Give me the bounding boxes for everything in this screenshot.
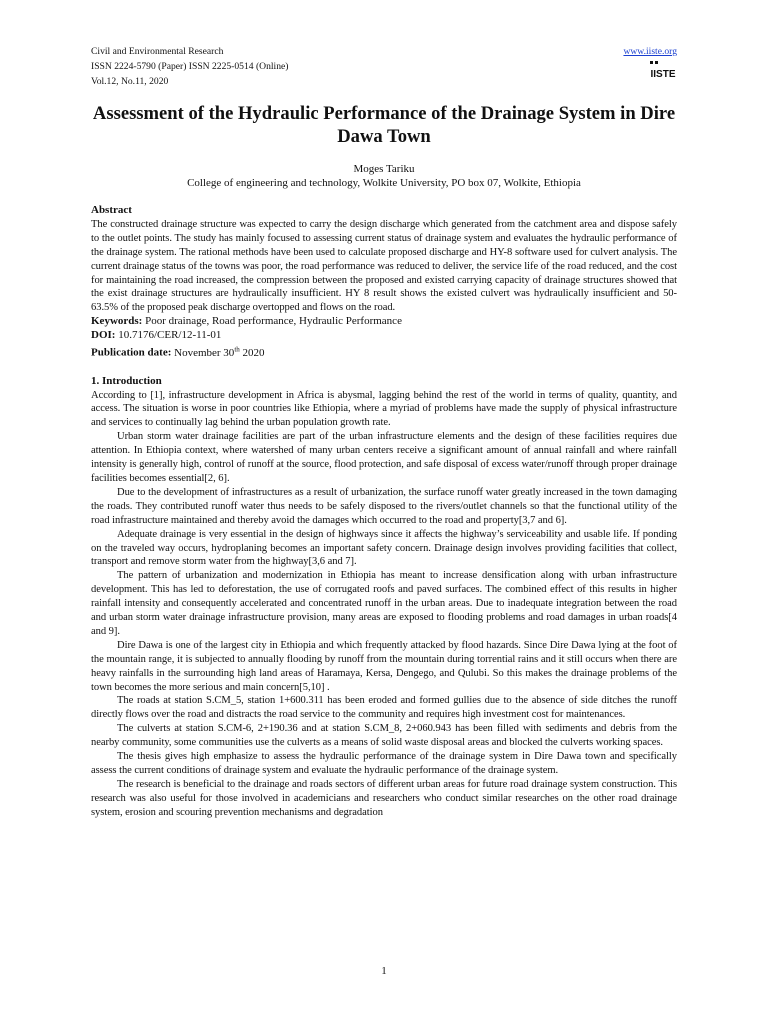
journal-links bbox=[623, 44, 677, 85]
publication-date-label: Publication date: bbox=[91, 346, 172, 359]
author-affiliation: College of engineering and technology, Wolkite University, PO box 07, Wolkite, Ethiopia bbox=[187, 177, 581, 189]
paper-title: Assessment of the Hydraulic Performance of the Drainage System in Dire Dawa Town bbox=[92, 103, 676, 147]
intro-paragraph: According to [1], infrastructure development in Africa is abysmal, lagging behind the rest of the world in terms of quality, quantity, and access. The situation is worse in poor countries like Ethiopia, where a myriad of problems have made the supply of physical infrastructure and services to continually lag behind the urban population growth rate. bbox=[91, 389, 677, 429]
journal-header bbox=[91, 44, 677, 92]
keywords-value: Poor drainage, Road performance, Hydraulic Performance bbox=[145, 315, 402, 328]
page-number: 1 bbox=[381, 965, 387, 977]
iiste-logo bbox=[649, 60, 677, 80]
intro-paragraph: The culverts at station S.CM-6, 2+190.36 and at station S.CM_8, 2+060.943 has been filled with sediments and debris from the nearby community, some communities use the culverts as a means of solid waste disposal areas and blocked the culverts working spaces. bbox=[91, 723, 677, 749]
publication-date-value: November 30th 2020 bbox=[174, 345, 265, 359]
journal-name: Civil and Environmental Research bbox=[91, 46, 224, 57]
doi-value: 10.7176/CER/12-11-01 bbox=[118, 329, 222, 342]
keywords-line bbox=[91, 315, 677, 329]
publication-date-line bbox=[91, 343, 677, 361]
keywords-label: Keywords: bbox=[91, 315, 143, 328]
intro-paragraph: Adequate drainage is very essential in the design of highways since it affects the highway’s serviceability and usable life. If ponding on the traveled way occurs, hydroplaning becomes an important safety concern. Drainage design involves providing facilities that collect, transport and remove storm water from the highway[3,6 and 7]. bbox=[91, 528, 677, 568]
abstract-heading: Abstract bbox=[91, 204, 132, 216]
introduction-heading: 1. Introduction bbox=[91, 374, 162, 387]
intro-paragraph: Dire Dawa is one of the largest city in Ethiopia and which frequently attacked by flood hazards. Since Dire Dawa lying at the foot of the mountain range, it is subjected to annually flooding by runoff from the mountain during torrential rains and it still occurs when there are heavy rainfalls in the surrounding high land areas of Haramaya, Kersa, Dengego, and Qulubi. So this makes the drainage problems of the town becomes the more serious and main concern[5,10] . bbox=[91, 639, 677, 693]
journal-issn: ISSN 2224-5790 (Paper) ISSN 2225-0514 (Online) bbox=[91, 61, 289, 72]
paper-page bbox=[91, 44, 677, 820]
abstract-text: The constructed drainage structure was expected to carry the design discharge which generated from the catchment area and dispose safely to the outlet points. The study has mainly focused to assessing current status of drainage system and evaluates the hydraulic performance of the drainage system. The rational methods have been used to calculate proposed discharge and HY-8 software used for culvert analysis. The current drainage status of the towns was poor, the road performance was reduced to deliver, the service life of the road reduced, and the cost for maintaining the road increased, the compression between the proposed and existed carrying capacity of drainage structures showed that the exist drainage structures are hydraulically insufficient. HY 8 result shows the existed culvert was hydraulically insufficient and 50-63.5% of the proposed peak discharge overtopped and flows on the road. bbox=[91, 218, 677, 314]
author-name: Moges Tariku bbox=[353, 163, 415, 175]
journal-volume: Vol.12, No.11, 2020 bbox=[91, 76, 169, 87]
intro-paragraph: The pattern of urbanization and modernization in Ethiopia has meant to increase densification along with urban infrastructure development. This has led to deforestation, the use of corrugated roofs and paved surfaces. The combined effect of this results in higher rainfall intensity and consequently accelerated and concentrated runoff in the urban areas. Due to inadequate integration between the road and urban storm water drainage infrastructure provision, many areas are exposed to flooding problems and road damages in urban roads[4 and 9]. bbox=[91, 570, 677, 637]
journal-info bbox=[91, 44, 677, 89]
website-link[interactable]: www.iiste.org bbox=[623, 46, 677, 57]
intro-paragraph: Urban storm water drainage facilities are part of the urban infrastructure elements and the design of these facilities requires due attention. In Ethiopia context, where watershed of many urban centers receive a significant amount of annual rainfall and where rainfall intensity is generally high, control of runoff at the source, flood protection, and safe disposal of excess water/runoff through proper drainage facilities becomes essential[2, 6]. bbox=[91, 431, 677, 484]
intro-paragraph: Due to the development of infrastructures as a result of urbanization, the surface runoff water greatly increased in the town damaging the roads. They contributed runoff water thus needs to be safely disposed to the rivers/outlet channels so that the functional utility of the road infrastructure maintained and thereby avoid the damages which occurred to the road and property[3,7 and 6]. bbox=[91, 486, 677, 526]
doi-label: DOI: bbox=[91, 329, 116, 342]
intro-paragraph: The roads at station S.CM_5, station 1+600.311 has been eroded and formed gullies due to the absence of side ditches the runoff directly flows over the road and distracts the road service to the community and requires high investment cost for maintenances. bbox=[91, 695, 677, 721]
logo-text: IISTE bbox=[650, 69, 676, 80]
doi-line bbox=[91, 329, 677, 343]
intro-paragraph: The thesis gives high emphasize to assess the hydraulic performance of the drainage system in Dire Dawa town and specifically assess the current conditions of drainage system and evaluate the hydraulic performance of the drainage system. bbox=[91, 751, 677, 776]
intro-paragraph: The research is beneficial to the drainage and roads sectors of different urban areas for future road drainage system construction. This research was also useful for those involved in academicians and researchers who conduct similar researches on the other road drainage system, erosion and scouring prevention mechanisms and degradation bbox=[91, 778, 677, 818]
